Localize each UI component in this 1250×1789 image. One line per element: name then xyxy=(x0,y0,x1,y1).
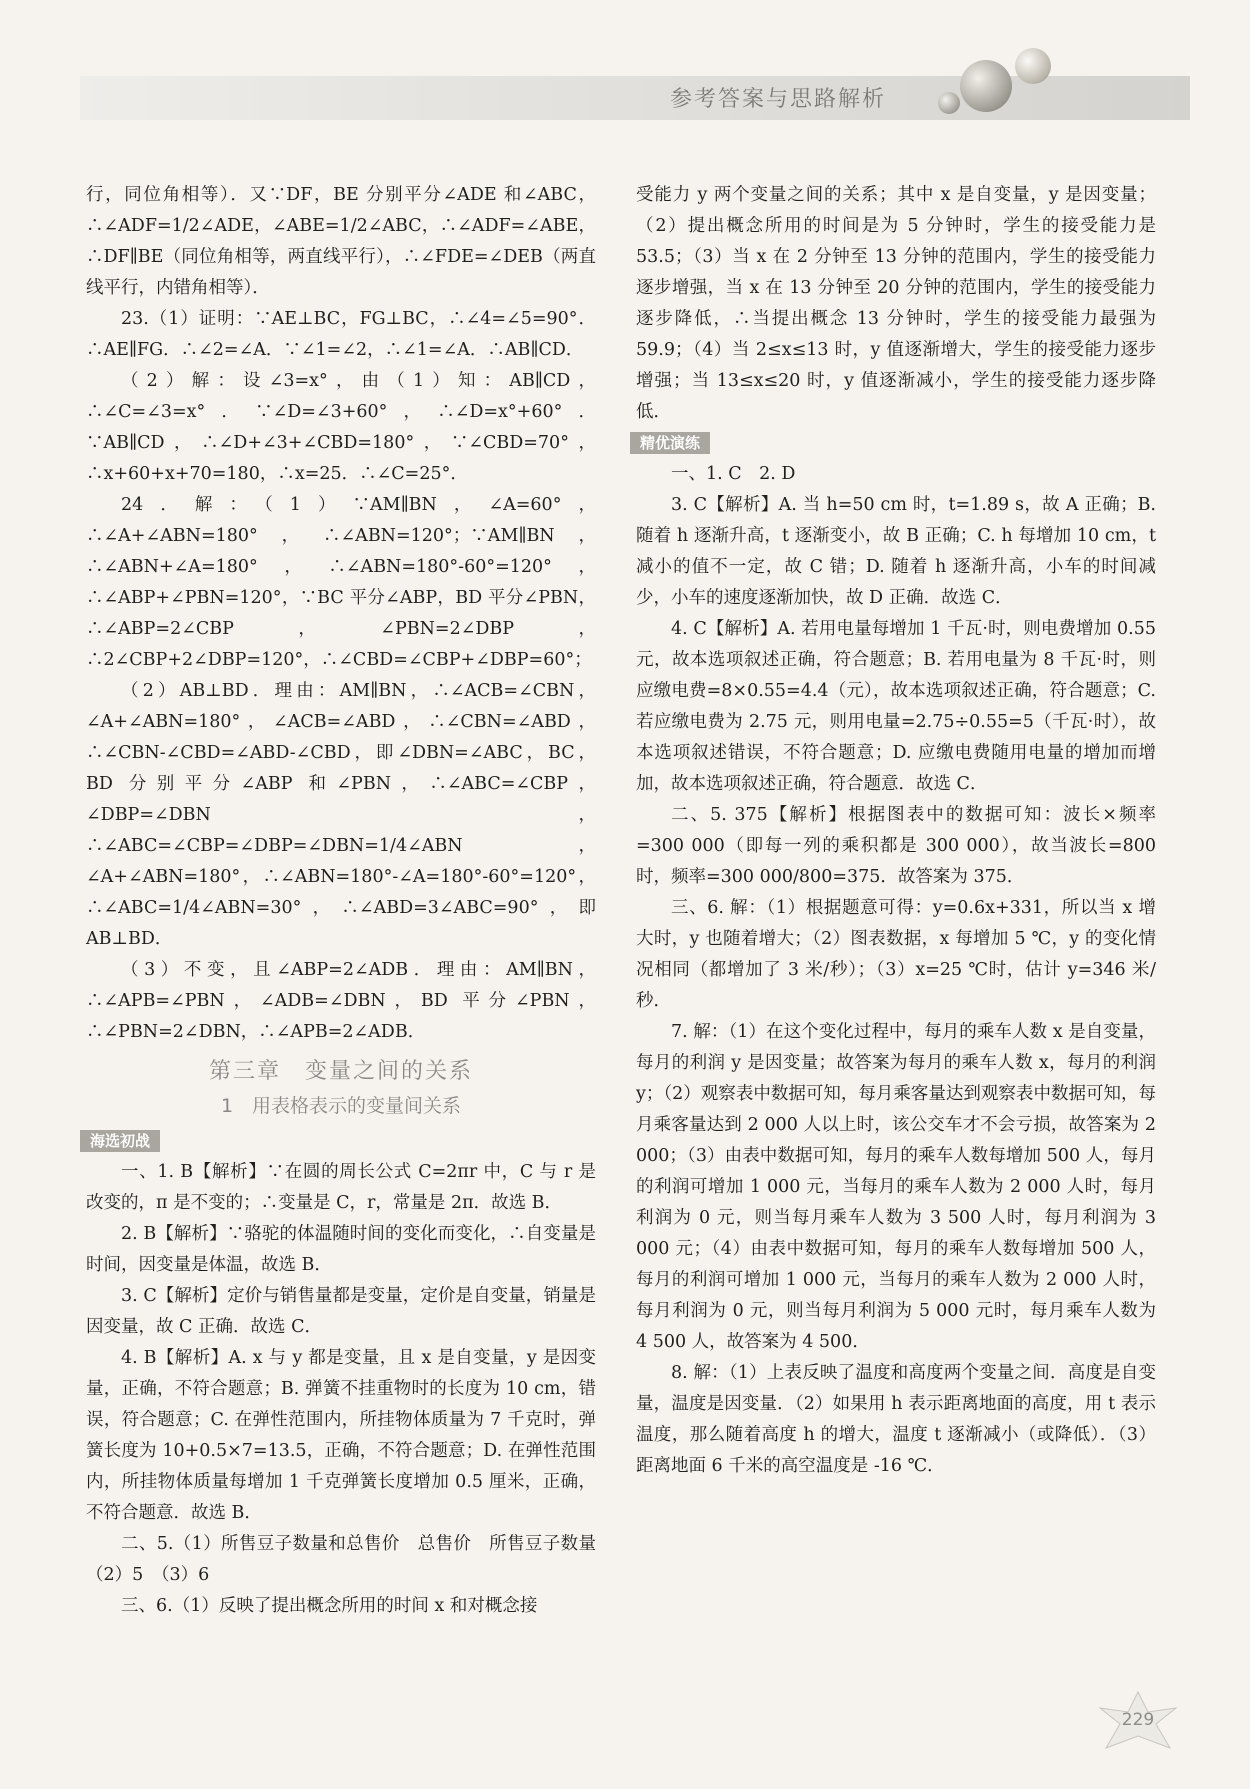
planet-decoration-icon xyxy=(1015,48,1051,84)
paragraph: （3）不变，且∠ABP=2∠ADB．理由：AM∥BN，∴∠APB=∠PBN，∠ADB=∠DBN，BD 平分∠PBN，∴∠PBN=2∠DBN，∴∠APB=2∠ADB． xyxy=(86,960,596,1042)
left-column xyxy=(86,180,614,1622)
paragraph: （2）解：设∠3=x°，由（1）知：AB∥CD，∴∠C=∠3=x°．∵∠D=∠3+60°，∴∠D=x°+60°．∵AB∥CD，∴∠D+∠3+∠CBD=180°，∵∠CBD=70°，∴x+60+x+70=180，∴x=25．∴∠C=25°． xyxy=(86,371,596,484)
right-column xyxy=(636,180,1156,1482)
planet-decoration-icon xyxy=(938,92,960,114)
paragraph: 24．解：（1）∵AM∥BN，∠A=60°，∴∠A+∠ABN=180°，∴∠ABN=120°；∵AM∥BN，∴∠ABN+∠A=180°，∴∠ABN=180°-60°=120°，∴∠ABP+∠PBN=120°，∵BC 平分∠ABP，BD 平分∠PBN，∴∠ABP=2∠CBP，∠PBN=2∠DBP，∴2∠CBP+2∠DBP=120°，∴∠CBD=∠CBP+∠DBP=60°； xyxy=(86,495,596,670)
chapter-title: 第三章 变量之间的关系 xyxy=(208,1059,473,1084)
paragraph: 一、1. B【解析】∵在圆的周长公式 C=2πr 中，C 与 r 是改变的，π 是不变的；∴变量是 C，r，常量是 2π．故选 B． xyxy=(86,1162,596,1213)
paragraph: 8. 解：（1）上表反映了温度和高度两个变量之间．高度是自变量，温度是因变量．（2）如果用 h 表示距离地面的高度，用 t 表示温度，那么随着高度 h 的增大，温度 t 逐渐减小（或降低）．（3）距离地面 6 千米的高空温度是 -16 ℃． xyxy=(636,1363,1156,1476)
header-title: 参考答案与思路解析 xyxy=(670,87,887,112)
paragraph: 3. C【解析】定价与销售量都是变量，定价是自变量，销量是因变量，故 C 正确．故选 C． xyxy=(86,1286,596,1337)
paragraph: 4. C【解析】A. 若用电量每增加 1 千瓦·时，则电费增加 0.55 元，故本选项叙述正确，符合题意；B. 若用电量为 8 千瓦·时，则应缴电费=8×0.55=4.4（元），故本选项叙述正确，符合题意；C. 若应缴电费为 2.75 元，则用电量=2.75÷0.55=5（千瓦·时），故本选项叙述错误，不符合题意；D. 应缴电费随用电量的增加而增加，故本选项叙述正确，符合题意．故选 C． xyxy=(636,619,1156,794)
paragraph: 二、5. 375【解析】根据图表中的数据可知：波长×频率=300 000（即每一列的乘积都是 300 000），故当波长=800 时，频率=300 000/800=375．故答案为 375． xyxy=(636,805,1156,887)
paragraph: 3. C【解析】A. 当 h=50 cm 时，t=1.89 s，故 A 正确；B. 随着 h 逐渐升高，t 逐渐变小，故 B 正确；C. h 每增加 10 cm，t 减小的值不一定，故 C 错；D. 随着 h 逐渐升高，小车的时间减少，小车的速度逐渐加快，故 D 正确．故选 C． xyxy=(636,495,1156,608)
section-title: 1 用表格表示的变量间关系 xyxy=(220,1095,462,1117)
paragraph: （2）AB⊥BD．理由：AM∥BN，∴∠ACB=∠CBN，∠A+∠ABN=180°，∠ACB=∠ABD，∴∠CBN=∠ABD，∴∠CBN-∠CBD=∠ABD-∠CBD，即∠DBN=∠ABC，BC，BD 分别平分∠ABP 和∠PBN，∴∠ABC=∠CBP，∠DBP=∠DBN，∴∠ABC=∠CBP=∠DBP=∠DBN=1/4∠ABN，∠A+∠ABN=180°，∴∠ABN=180°-∠A=180°-60°=120°，∴∠ABC=1/4∠ABN=30°，∴∠ABD=3∠ABC=90°，即 AB⊥BD． xyxy=(86,681,596,949)
header-band xyxy=(80,76,1190,120)
paragraph: 4. B【解析】A. x 与 y 都是变量，且 x 是自变量，y 是因变量，正确，不符合题意；B. 弹簧不挂重物时的长度为 10 cm，错误，符合题意；C. 在弹性范围内，所挂物体质量为 7 千克时，弹簧长度为 10+0.5×7=13.5，正确，不符合题意；D. 在弹性范围内，所挂物体质量每增加 1 千克弹簧长度增加 0.5 厘米，正确，不符合题意．故选 B． xyxy=(86,1348,596,1523)
paragraph: 7. 解：（1）在这个变化过程中，每月的乘车人数 x 是自变量，每月的利润 y 是因变量；故答案为每月的乘车人数 x，每月的利润 y；（2）观察表中数据可知，每月乘客量达到观察表中数据可知，每月乘客量达到 2 000 人以上时，该公交车才不会亏损，故答案为 2 000；（3）由表中数据可知，每月的乘车人数每增加 500 人，每月的利润可增加 1 000 元，当每月的乘车人数为 2 000 人时，每月利润为 0 元，则当每月乘车人数为 3 500 人时，每月利润为 3 000 元；（4）由表中数据可知，每月的乘车人数每增加 500 人，每月的利润可增加 1 000 元，当每月的乘车人数为 2 000 人时，每月利润为 0 元，则当每月利润为 5 000 元时，每月乘车人数为 4 500 人，故答案为 4 500． xyxy=(636,1022,1156,1352)
paragraph: 三、6.（1）反映了提出概念所用的时间 x 和对概念接 xyxy=(121,1596,538,1616)
practice-label: 海选初战 xyxy=(80,1130,160,1152)
page-number: 229 xyxy=(1121,1710,1155,1730)
paragraph: 受能力 y 两个变量之间的关系；其中 x 是自变量，y 是因变量；（2）提出概念所用的时间是为 5 分钟时，学生的接受能力是 53.5；（3）当 x 在 2 分钟至 13 分钟的范围内，学生的接受能力逐步增强，当 x 在 13 分钟至 20 分钟的范围内，学生的接受能力逐步降低，∴当提出概念 13 分钟时，学生的接受能力最强为 59.9；（4）当 2≤x≤13 时，y 值逐渐增大，学生的接受能力逐步增强；当 13≤x≤20 时，y 值逐渐减小，学生的接受能力逐步降低． xyxy=(636,185,1156,422)
planet-decoration-icon xyxy=(960,60,1012,112)
practice-label: 精优演练 xyxy=(630,432,710,454)
paragraph: 二、5.（1）所售豆子数量和总售价 总售价 所售豆子数量 （2）5 （3）6 xyxy=(86,1534,614,1585)
paragraph: 一、1. C 2. D xyxy=(671,464,796,484)
paragraph: 三、6. 解：（1）根据题意可得：y=0.6x+331，所以当 x 增大时，y 也随着增大；（2）图表数据，x 每增加 5 ℃，y 的变化情况相同（都增加了 3 米/秒）；（3）x=25 ℃时，估计 y=346 米/秒． xyxy=(636,898,1156,1011)
paragraph: 行，同位角相等）．又∵DF，BE 分别平分∠ADE 和∠ABC，∴∠ADF=1/2∠ADE，∠ABE=1/2∠ABC，∴∠ADF=∠ABE，∴DF∥BE（同位角相等，两直线平行），∴∠FDE=∠DEB（两直线平行，内错角相等）． xyxy=(86,185,596,298)
paragraph: 23.（1）证明：∵AE⊥BC，FG⊥BC，∴∠4=∠5=90°．∴AE∥FG．∴∠2=∠A．∵∠1=∠2，∴∠1=∠A．∴AB∥CD． xyxy=(86,309,596,360)
paragraph: 2. B【解析】∵骆驼的体温随时间的变化而变化，∴自变量是时间，因变量是体温，故选 B． xyxy=(86,1224,596,1275)
